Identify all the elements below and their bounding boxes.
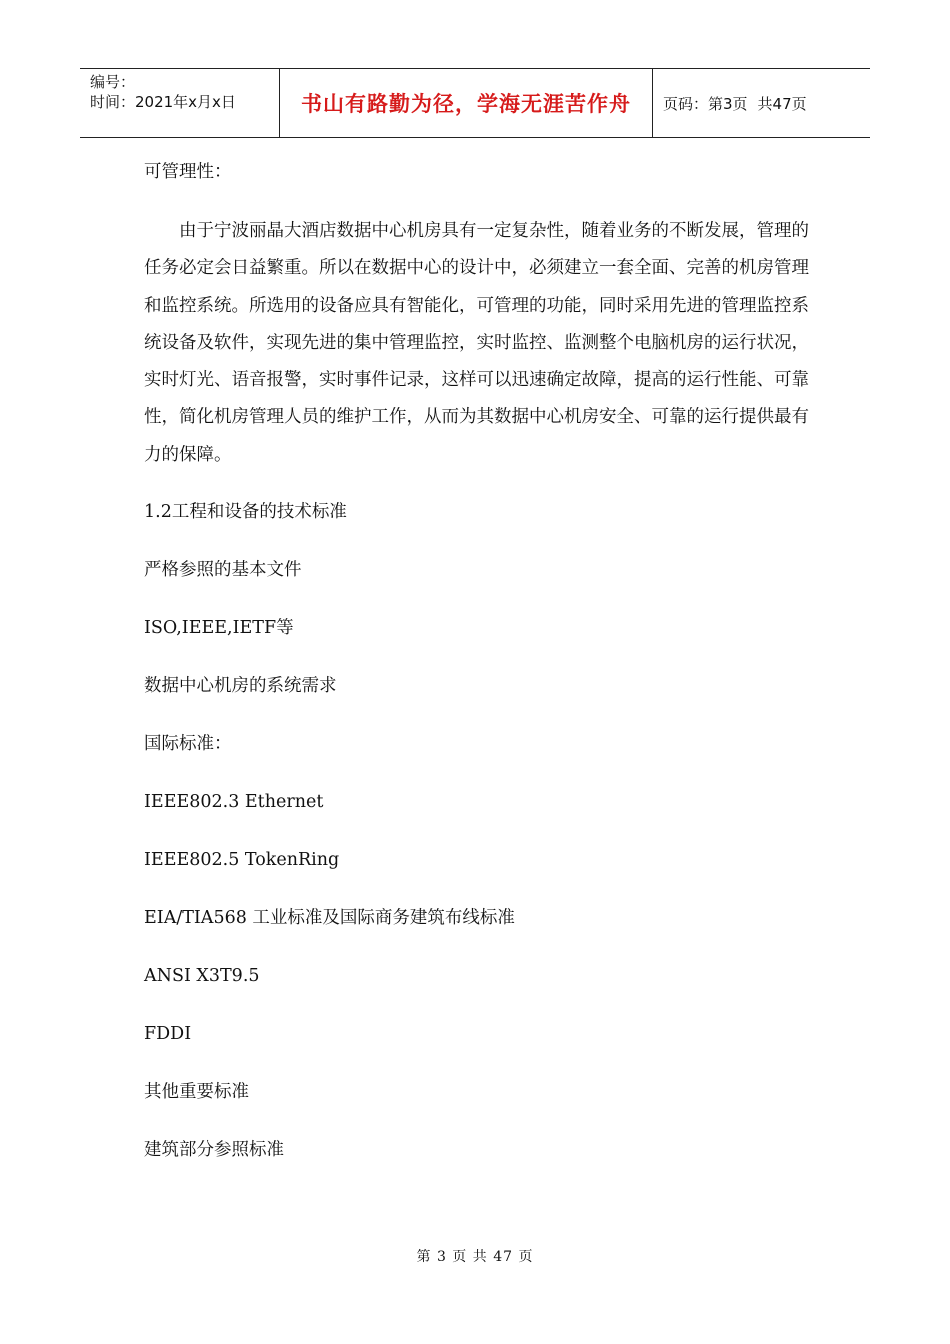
header-page-total: 共47页 bbox=[757, 94, 807, 113]
list-item: IEEE802.3 Ethernet bbox=[144, 792, 324, 813]
document-date: 时间：2021年x月x日 bbox=[90, 93, 236, 111]
list-item: IEEE802.5 TokenRing bbox=[144, 850, 340, 871]
body-paragraph: 由于宁波丽晶大酒店数据中心机房具有一定复杂性，随着业务的不断发展，管理的任务必定会日益繁重。所以在数据中心的设计中，必须建立一套全面、完善的机房管理和监控系统。所选用的设备应具有智能化，可管理的功能，同时采用先进的管理监控系统设备及软件，实现先进的集中管理监控，实时监控、监测整个电脑机房的运行状况，实时灯光、语音报警，实时事件记录，这样可以迅速确定故障，提高的运行性能、可靠性，简化机房管理人员的维护工作，从而为其数据中心机房安全、可靠的运行提供最有力的保障。 bbox=[144, 221, 809, 465]
header-meta bbox=[80, 69, 280, 137]
section-heading-manageability: 可管理性： bbox=[144, 162, 232, 182]
list-item: 建筑部分参照标准 bbox=[144, 1140, 284, 1161]
document-body bbox=[144, 156, 814, 1166]
list-item: 国际标准： bbox=[144, 734, 232, 755]
list-item: ANSI X3T9.5 bbox=[144, 966, 260, 987]
page-header bbox=[80, 68, 870, 138]
list-item: 数据中心机房的系统需求 bbox=[144, 676, 337, 697]
header-page-info bbox=[653, 69, 870, 137]
list-item: 严格参照的基本文件 bbox=[144, 560, 302, 581]
list-item: EIA/TIA568 工业标准及国际商务建筑布线标准 bbox=[144, 908, 515, 929]
document-number: 编号： bbox=[90, 73, 136, 91]
list-item: FDDI bbox=[144, 1024, 192, 1045]
header-page-number: 页码：第3页 bbox=[663, 94, 748, 113]
page-footer: 第 3 页 共 47 页 bbox=[416, 1249, 534, 1265]
list-item: ISO,IEEE,IETF等 bbox=[144, 618, 294, 639]
header-motto: 书山有路勤为径，学海无涯苦作舟 bbox=[280, 69, 653, 137]
list-item: 其他重要标准 bbox=[144, 1082, 249, 1103]
section-heading-standards: 1.2工程和设备的技术标准 bbox=[144, 502, 347, 523]
